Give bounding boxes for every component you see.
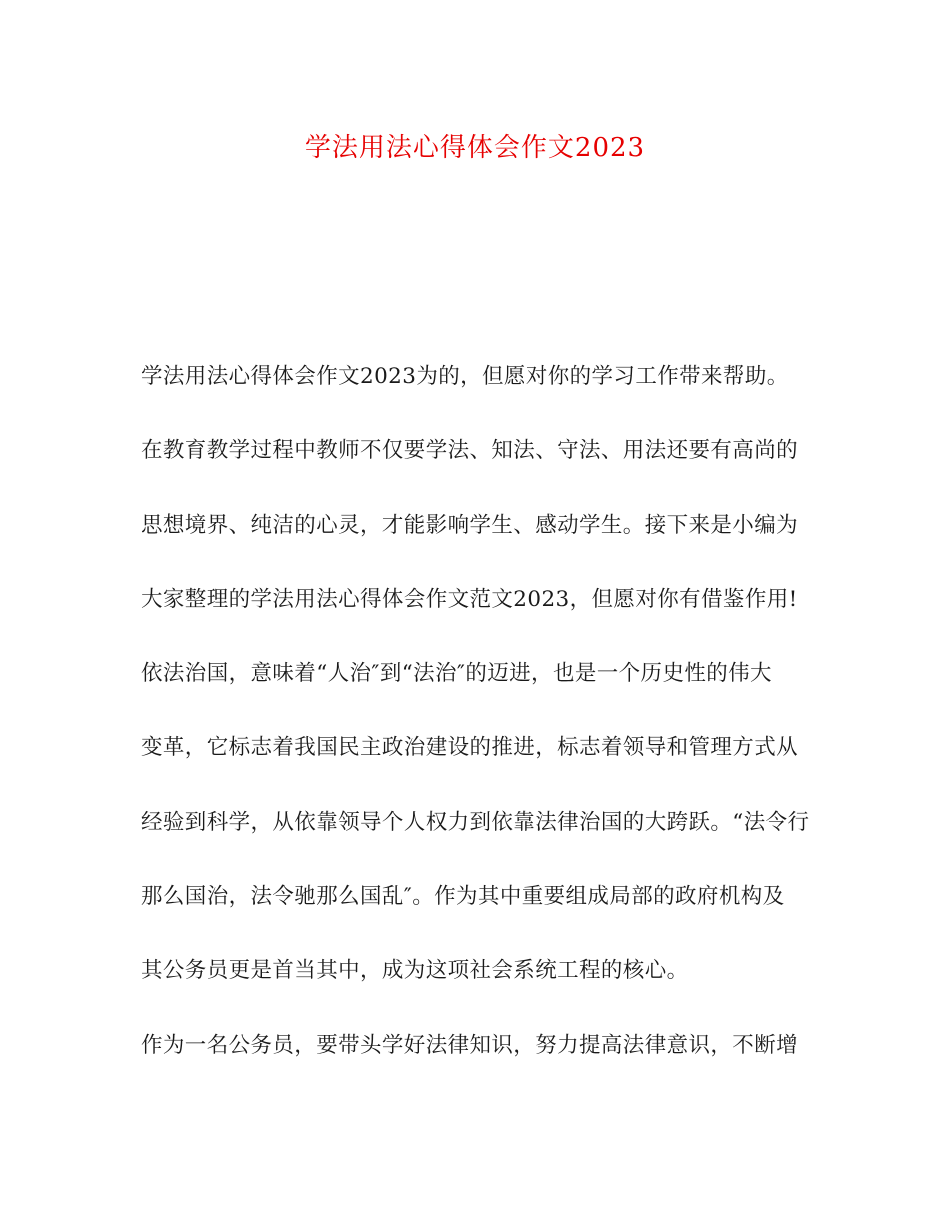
body-line: 大家整理的学法用法心得体会作文范文2023，但愿对你有借鉴作用!: [141, 586, 798, 612]
body-line: 在教育教学过程中教师不仅要学法、知法、守法、用法还要有高尚的: [141, 438, 799, 464]
body-line: 经验到科学，从依靠领导个人权力到依靠法律治国的大跨跃。“法令行: [141, 809, 810, 835]
body-line: 其公务员更是首当其中，成为这项社会系统工程的核心。: [141, 958, 689, 984]
document-body: [141, 362, 821, 1105]
body-line: 那么国治，法令驰那么国乱″。作为其中重要组成局部的政府机构及: [141, 884, 785, 910]
body-line: 依法治国，意味着“人治″到“法治″的迈进，也是一个历史性的伟大: [141, 661, 772, 687]
body-line: 学法用法心得体会作文2023为的，但愿对你的学习工作带来帮助。: [141, 364, 789, 389]
body-line: 作为一名公务员，要带头学好法律知识，努力提高法律意识，不断增: [141, 1032, 799, 1058]
body-line: 变革，它标志着我国民主政治建设的推进，标志着领导和管理方式从: [141, 735, 799, 761]
document-title: 学法用法心得体会作文2023: [304, 133, 646, 163]
body-line: 思想境界、纯洁的心灵，才能影响学生、感动学生。接下来是小编为: [141, 512, 799, 538]
